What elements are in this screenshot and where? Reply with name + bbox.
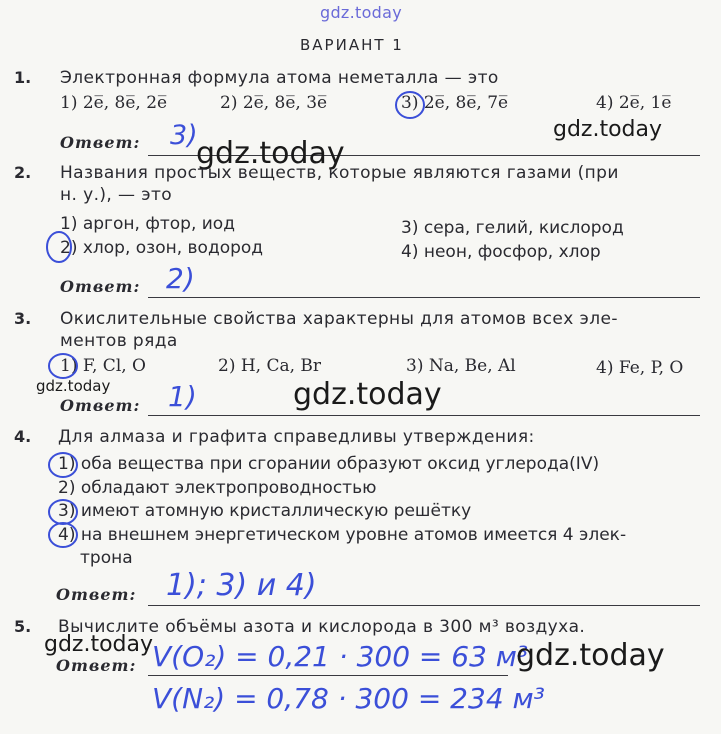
- question-3-number: 3.: [14, 309, 32, 328]
- question-2-number: 2.: [14, 163, 32, 182]
- q1-option-1: 1) 2e̅, 8e̅, 2e̅: [60, 93, 168, 113]
- question-3-text-line-1: Окислительные свойства характерны для атомов всех эле-: [60, 309, 618, 329]
- handwritten-answer-3: 1): [168, 380, 197, 413]
- answer-label-4: Ответ:: [56, 585, 137, 604]
- watermark: gdz.today: [196, 136, 345, 171]
- q4-option-2: 2) обладают электропроводностью: [58, 478, 377, 498]
- q1-option-3: 3) 2e̅, 8e̅, 7e̅: [401, 93, 509, 113]
- watermark: gdz.today: [36, 377, 111, 395]
- watermark-top: gdz.today: [320, 3, 402, 22]
- watermark: gdz.today: [553, 117, 663, 142]
- q4-option-4-continued: трона: [80, 548, 133, 568]
- watermark: gdz.today: [516, 638, 665, 673]
- question-1-number: 1.: [14, 68, 32, 87]
- q1-option-2: 2) 2e̅, 8e̅, 3e̅: [220, 93, 328, 113]
- watermark: gdz.today: [293, 377, 442, 412]
- q3-option-2: 2) H, Ca, Br: [218, 356, 322, 376]
- q4-option-3: 3) имеют атомную кристаллическую решётку: [58, 501, 472, 521]
- answer-line-4: [148, 605, 700, 606]
- answer-line-3: [148, 415, 700, 416]
- variant-title: ВАРИАНТ 1: [300, 36, 404, 54]
- q2-option-2: 2) хлор, озон, водород: [60, 238, 264, 258]
- q3-option-3: 3) Na, Be, Al: [406, 356, 516, 376]
- answer-label-2: Ответ:: [60, 277, 141, 296]
- q4-option-4: 4) на внешнем энергетическом уровне атомов имеется 4 элек-: [58, 525, 627, 545]
- q2-option-4: 4) неон, фосфор, хлор: [401, 242, 601, 262]
- handwritten-answer-2: 2): [166, 262, 195, 295]
- handwritten-answer-4: 1); 3) и 4): [166, 568, 317, 603]
- watermark: gdz.today: [44, 632, 154, 657]
- answer-label-3: Ответ:: [60, 396, 141, 415]
- question-3-text-line-2: ментов ряда: [60, 331, 178, 351]
- q2-option-3: 3) сера, гелий, кислород: [401, 218, 624, 238]
- answer-line-5: [148, 675, 508, 676]
- q3-option-1: 1) F, Cl, O: [60, 356, 146, 376]
- q2-option-1: 1) аргон, фтор, иод: [60, 214, 235, 234]
- q1-option-4: 4) 2e̅, 1e̅: [596, 93, 672, 113]
- question-5-number: 5.: [14, 617, 32, 636]
- question-4-number: 4.: [14, 427, 32, 446]
- answer-line-2: [148, 297, 700, 298]
- q4-option-1: 1) оба вещества при сгорании образуют оксид углерода(IV): [58, 454, 600, 474]
- question-5-text: Вычислите объёмы азота и кислорода в 300 м³ воздуха.: [58, 617, 586, 637]
- q3-option-4: 4) Fe, P, O: [596, 358, 684, 378]
- answer-label-1: Ответ:: [60, 133, 141, 152]
- handwritten-answer-5-line-2: V(N₂) = 0,78 · 300 = 234 м³: [152, 682, 545, 715]
- question-2-text-line-2: н. у.), — это: [60, 185, 173, 205]
- answer-label-5: Ответ:: [56, 656, 137, 675]
- handwritten-answer-5-line-1: V(O₂) = 0,21 · 300 = 63 м³: [152, 640, 529, 673]
- question-1-text: Электронная формула атома неметалла — это: [60, 68, 499, 88]
- question-2-text-line-1: Названия простых веществ, которые являются газами (при: [60, 163, 619, 183]
- question-4-text: Для алмаза и графита справедливы утверждения:: [58, 427, 535, 447]
- handwritten-answer-1: 3): [170, 120, 198, 151]
